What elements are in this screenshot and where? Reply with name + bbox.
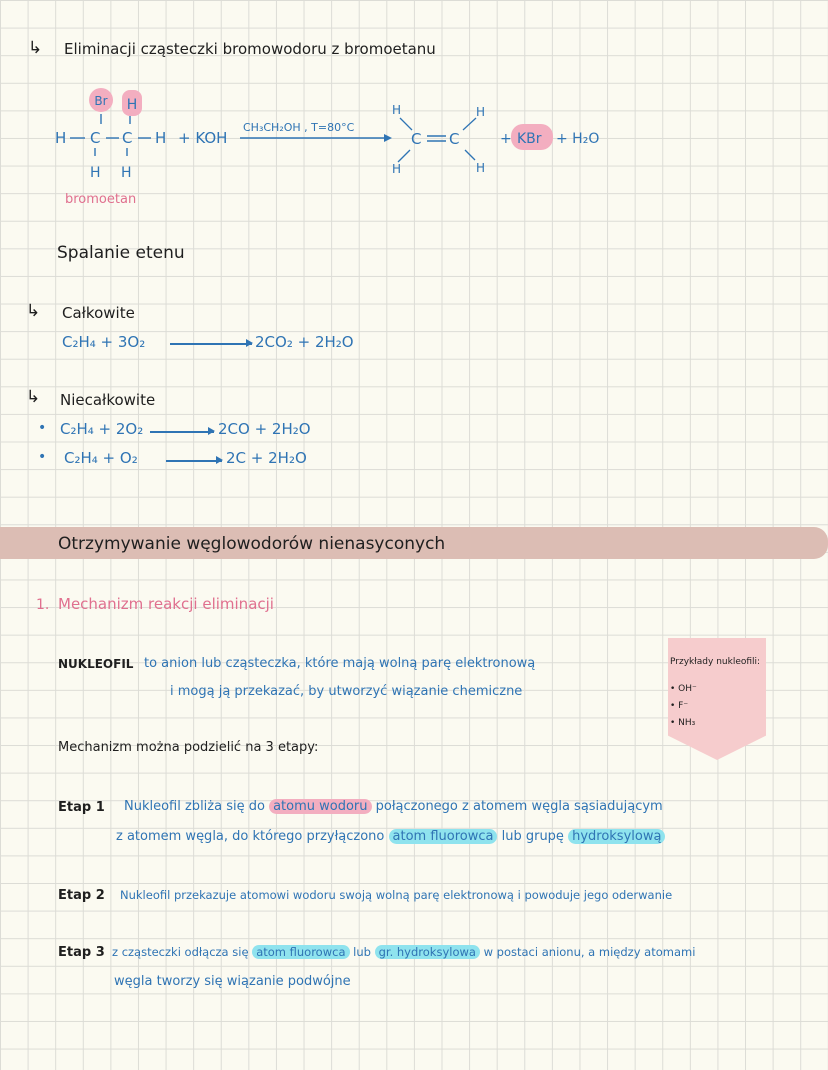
etap3-line1 bbox=[112, 945, 695, 959]
etap1-text-b: połączonego z atomem węgla sąsiadującym bbox=[375, 799, 663, 814]
product-h-1: H bbox=[392, 103, 402, 117]
etap3-text-c: w postaci anionu, a między atomami bbox=[483, 945, 696, 959]
product-h-2: H bbox=[392, 162, 402, 176]
etap1-text-c: z atomem węgla, do którego przyłączono bbox=[116, 829, 385, 844]
plus-sign: + bbox=[500, 131, 512, 147]
bullet-arrow-icon: ↳ bbox=[28, 38, 43, 58]
bullet-arrow-icon: ↳ bbox=[26, 301, 41, 321]
atom-br: Br bbox=[94, 94, 108, 108]
product-c-2: C bbox=[449, 130, 460, 148]
highlight-halogen-atom: atom fluorowca bbox=[252, 945, 349, 959]
product-h-3: H bbox=[476, 105, 486, 119]
etap1-text-d: lub grupę bbox=[501, 829, 564, 844]
note-item: • NH₃ bbox=[670, 718, 696, 728]
atom-h-top: H bbox=[126, 97, 138, 113]
eq1-right: 2CO + 2H₂O bbox=[218, 420, 311, 438]
stages-intro: Mechanizm można podzielić na 3 etapy: bbox=[58, 740, 319, 755]
etap1-line2 bbox=[116, 829, 665, 844]
complete-left: C₂H₄ + 3O₂ bbox=[62, 333, 146, 351]
highlight-hydroxyl-group: gr. hydroksylowa bbox=[375, 945, 480, 959]
product-kbr: KBr bbox=[517, 131, 542, 147]
bullet-arrow-icon: ↳ bbox=[26, 387, 41, 407]
atom-h-bottom-1: H bbox=[90, 165, 101, 181]
reaction-arrow bbox=[170, 343, 252, 345]
eq2-left: C₂H₄ + O₂ bbox=[64, 449, 138, 467]
etap2-label: Etap 2 bbox=[58, 888, 105, 903]
etap1-label: Etap 1 bbox=[58, 800, 105, 815]
note-item: • F⁻ bbox=[670, 701, 689, 711]
reaction-conditions: CH₃CH₂OH , T=80°C bbox=[243, 121, 355, 134]
eq2-right: 2C + 2H₂O bbox=[226, 449, 307, 467]
product-h-4: H bbox=[476, 161, 486, 175]
product-water: + H₂O bbox=[556, 131, 600, 147]
bullet-dot: • bbox=[38, 449, 47, 465]
carbon-1: C bbox=[90, 129, 101, 147]
combustion-title: Spalanie etenu bbox=[57, 243, 185, 263]
highlight-halogen-atom: atom fluorowca bbox=[389, 829, 498, 844]
bromoetan-label: bromoetan bbox=[65, 192, 137, 207]
nukleofil-definition-2: i mogą ją przekazać, by utworzyć wiązanie chemiczne bbox=[170, 684, 523, 699]
elimination-reaction bbox=[0, 80, 828, 300]
etap1-line1 bbox=[124, 799, 663, 814]
nukleofil-label: NUKLEOFIL bbox=[58, 657, 134, 671]
carbon-2: C bbox=[122, 129, 133, 147]
eq1-left: C₂H₄ + 2O₂ bbox=[60, 420, 144, 438]
etap2-text: Nukleofil przekazuje atomowi wodoru swoją wolną parę elektronową i powoduje jego oderwanie bbox=[120, 888, 673, 902]
section-heading: Eliminacji cząsteczki bromowodoru z bromoetanu bbox=[64, 40, 436, 58]
mechanism-number: 1. bbox=[36, 597, 50, 613]
complete-label: Całkowite bbox=[62, 304, 135, 322]
atom-h-bottom-2: H bbox=[121, 165, 132, 181]
reaction-arrow bbox=[166, 460, 222, 462]
atom-h-left: H bbox=[55, 129, 67, 147]
note-title: Przykłady nukleofili: bbox=[670, 657, 761, 667]
complete-right: 2CO₂ + 2H₂O bbox=[255, 333, 354, 351]
product-c-1: C bbox=[411, 130, 422, 148]
etap3-line2: węgla tworzy się wiązanie podwójne bbox=[114, 974, 351, 989]
etap3-text-b: lub bbox=[353, 945, 371, 959]
etap3-text-a: z cząsteczki odłącza się bbox=[112, 945, 249, 959]
highlight-hydroxyl-group: hydroksylową bbox=[568, 829, 665, 844]
incomplete-label: Niecałkowite bbox=[60, 391, 156, 409]
reaction-arrow bbox=[150, 431, 214, 433]
band-title: Otrzymywanie węglowodorów nienasyconych bbox=[58, 534, 446, 554]
highlight-hydrogen-atom: atomu wodoru bbox=[269, 799, 371, 814]
atom-h-right: H bbox=[155, 129, 167, 147]
reagent-koh: + KOH bbox=[178, 129, 228, 147]
etap1-text-a: Nukleofil zbliża się do bbox=[124, 799, 265, 814]
nukleofil-definition-1: to anion lub cząsteczka, które mają wolną parę elektronową bbox=[144, 656, 536, 671]
mechanism-title: Mechanizm reakcji eliminacji bbox=[58, 595, 274, 613]
note-item: • OH⁻ bbox=[670, 684, 697, 694]
bullet-dot: • bbox=[38, 420, 47, 436]
etap3-label: Etap 3 bbox=[58, 945, 105, 960]
